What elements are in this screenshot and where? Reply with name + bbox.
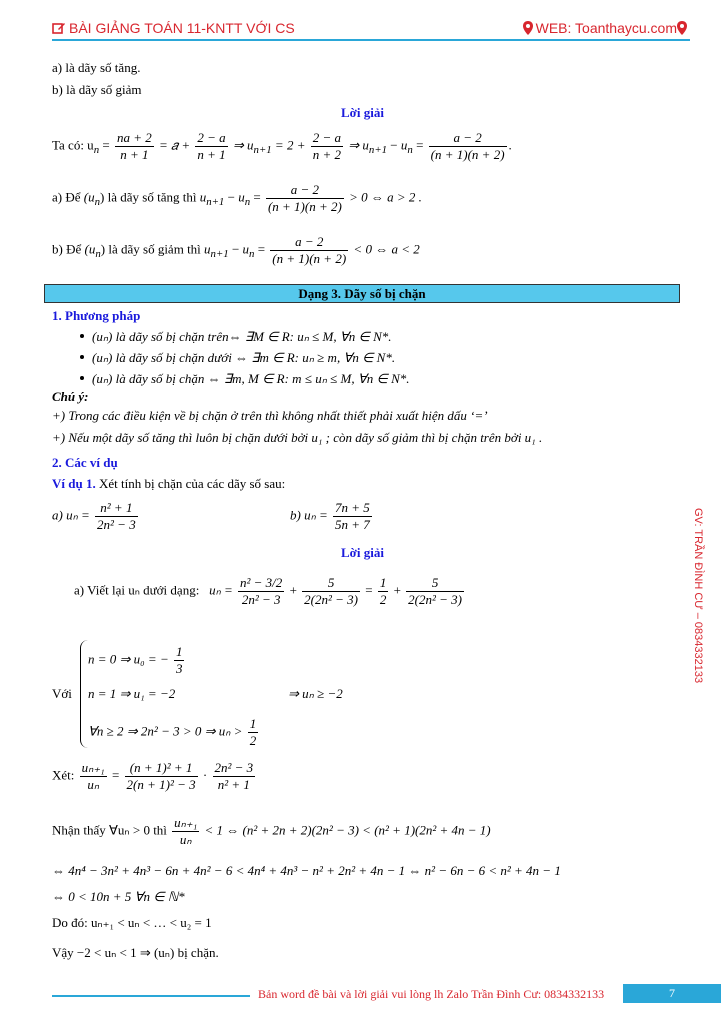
- equation-line: a) Để $(u_n)$ là dãy số tăng thì $u_{n+1} - u_n$ = $\frac{a - 2}{(n + 1)(n + 2)}$ > 0 ⇔ a > 2 .: [52, 182, 422, 214]
- page-header: [52, 18, 690, 40]
- fraction: $\frac{1}{3}$: [175, 644, 183, 676]
- location-icon: [677, 21, 687, 35]
- fraction: $\frac{\text{2n² − 3}}{\text{n² + 1}}$: [214, 760, 254, 792]
- equation-line: Do đó: uₙ₊₁ < uₙ < … < u₂ = 1: [52, 915, 212, 930]
- side-credit: GV: TRẦN ĐÌNH CƯ – 0834332133: [692, 508, 704, 684]
- fraction: $\frac{na + 2}{n + 1}$: [116, 130, 152, 162]
- equation-line: Nhận thấy ∀uₙ > 0 thì $\frac{\text{uₙ₊₁}}{\text{uₙ}}$ < 1 ⇔ (n² + 2n + 2)(2n² − 3) < (n² + 1)(2n² + 4n − 1): [52, 815, 491, 847]
- equation-line: b) Để $(u_n)$ là dãy số giảm thì $u_{n+1} - u_n$ = $\frac{a - 2}{(n + 1)(n + 2)}$ < 0 ⇔ a < 2: [52, 234, 420, 266]
- header-left-title: BÀI GIẢNG TOÁN 11-KNTT VỚI CS: [69, 20, 295, 36]
- fraction: $\frac{5}{\text{2(2n² − 3)}}$: [304, 575, 358, 607]
- fraction: $\frac{a - 2}{(n + 1)(n + 2)}$: [430, 130, 505, 162]
- section-heading: 2. Các ví dụ: [52, 455, 118, 470]
- footer-text: Bản word đề bài và lời giải vui lòng lh Zalo Trần Đình Cư: 0834332133: [258, 987, 605, 1001]
- header-left: [52, 20, 295, 36]
- solution-title: Lời giải: [341, 545, 384, 560]
- fraction: $\frac{1}{2}$: [249, 716, 257, 748]
- case-line: ∀n ≥ 2 ⇒ 2n² − 3 > 0 ⇒ uₙ > $\frac{1}{2}$: [88, 716, 257, 748]
- location-icon: [523, 21, 533, 35]
- equation-line: Ta có: $u_n$ = $\frac{na + 2}{n + 1}$ = 𝑎 + $\frac{2 - a}{n + 1}$ ⇒ $u_{n+1} = 2$ + $\frac{2 - a}{n + 2}$ ⇒ $u_{n+1} - u_n$ = $\frac{a - 2}{(n + 1)(n + 2)}$ .: [52, 130, 512, 162]
- fraction: $\frac{a - 2}{(n + 1)(n + 2)}$: [272, 234, 347, 266]
- fraction: $\frac{\text{uₙ₊₁}}{\text{uₙ}}$: [81, 760, 105, 792]
- section-heading: 1. Phương pháp: [52, 308, 141, 323]
- example-a: a) uₙ = $\frac{\text{n² + 1}}{\text{2n² − 3}}$: [52, 500, 136, 532]
- header-right: [523, 20, 690, 36]
- note-line: +) Nếu một dãy số tăng thì luôn bị chặn dưới bởi u₁ ; còn dãy số giảm thì bị chặn trên bởi u₁ .: [52, 430, 543, 445]
- equation-line: Xét: $\frac{\text{uₙ₊₁}}{\text{uₙ}}$ = $\frac{\text{(n + 1)² + 1}}{\text{2(n + 1)² − 3}}$ · $\frac{\text{2n² − 3}}{\text{n² + 1}}$: [52, 760, 254, 792]
- example-b: b) uₙ = $\frac{7n + 5}{5n + 7}$: [290, 500, 370, 532]
- section-banner: Dạng 3. Dãy số bị chặn: [44, 284, 680, 303]
- case-line: n = 1 ⇒ u₁ = −2: [88, 686, 176, 701]
- edit-icon: [52, 21, 66, 35]
- equation-line: Vậy −2 < uₙ < 1 ⇒ (uₙ) bị chặn.: [52, 945, 219, 960]
- header-right-title: WEB: Toanthaycu.com: [535, 20, 677, 36]
- bullet-item: (uₙ) là dãy số bị chặn trên⇔ ∃M ∈ R: uₙ ≤ M, ∀n ∈ N*.: [80, 329, 392, 345]
- fraction: $\frac{7n + 5}{5n + 7}$: [335, 500, 370, 532]
- text-line: a) là dãy số tăng.: [52, 60, 141, 75]
- eq-text: Ta có: u: [52, 137, 94, 153]
- bullet-item: (uₙ) là dãy số bị chặn ⇔ ∃m, M ∈ R: m ≤ uₙ ≤ M, ∀n ∈ N*.: [80, 371, 410, 387]
- equation-line: a) Viết lại uₙ dưới dạng: uₙ = $\frac{\text{n² − 3/2}}{\text{2n² − 3}}$ + $\frac{5}{\text{2(2n² − 3)}}$ = $\frac{1}{2}$ + $\frac{5}{\text{2(2n² − 3)}}$: [74, 575, 462, 607]
- equation-line: ⇔ 0 < 10n + 5 ∀n ∈ ℕ*: [52, 889, 185, 904]
- footer-rule: [52, 995, 250, 997]
- voi-label: Với: [52, 686, 72, 701]
- fraction: $\frac{a - 2}{(n + 1)(n + 2)}$: [267, 182, 342, 214]
- fraction: $\frac{5}{\text{2(2n² − 3)}}$: [408, 575, 462, 607]
- page-number: 7: [623, 984, 721, 1003]
- fraction: $\frac{\text{n² − 3/2}}{\text{2n² − 3}}$: [240, 575, 283, 607]
- note-heading: Chú ý:: [52, 389, 89, 404]
- solution-title: Lời giải: [341, 105, 384, 120]
- fraction: $\frac{2 - a}{n + 1}$: [197, 130, 226, 162]
- note-line: +) Trong các điều kiện về bị chặn ở trên thì không nhất thiết phải xuất hiện dấu ‘=’: [52, 408, 488, 423]
- fraction: $\frac{2 - a}{n + 2}$: [312, 130, 341, 162]
- bullet-item: (uₙ) là dãy số bị chặn dưới ⇔ ∃m ∈ R: uₙ ≥ m, ∀n ∈ N*.: [80, 350, 395, 366]
- fraction: $\frac{\text{n² + 1}}{\text{2n² − 3}}$: [97, 500, 136, 532]
- case-conclusion: ⇒ uₙ ≥ −2: [288, 686, 343, 701]
- equation-line: ⇔ 4n⁴ − 3n² + 4n³ − 6n + 4n² − 6 < 4n⁴ + 4n³ − n² + 2n² + 4n − 1 ⇔ n² − 6n − 6 < n² + 4n − 1: [52, 863, 561, 878]
- text-line: b) là dãy số giảm: [52, 82, 142, 97]
- header-rule: [52, 39, 690, 41]
- fraction: $\frac{1}{2}$: [379, 575, 387, 607]
- case-line: n = 0 ⇒ u₀ = − $\frac{1}{3}$: [88, 644, 183, 676]
- fraction: $\frac{\text{(n + 1)² + 1}}{\text{2(n + 1)² − 3}}$: [126, 760, 196, 792]
- example-heading: Ví dụ 1. Xét tính bị chặn của các dãy số sau:: [52, 476, 286, 491]
- fraction: $\frac{\text{uₙ₊₁}}{\text{uₙ}}$: [174, 815, 198, 847]
